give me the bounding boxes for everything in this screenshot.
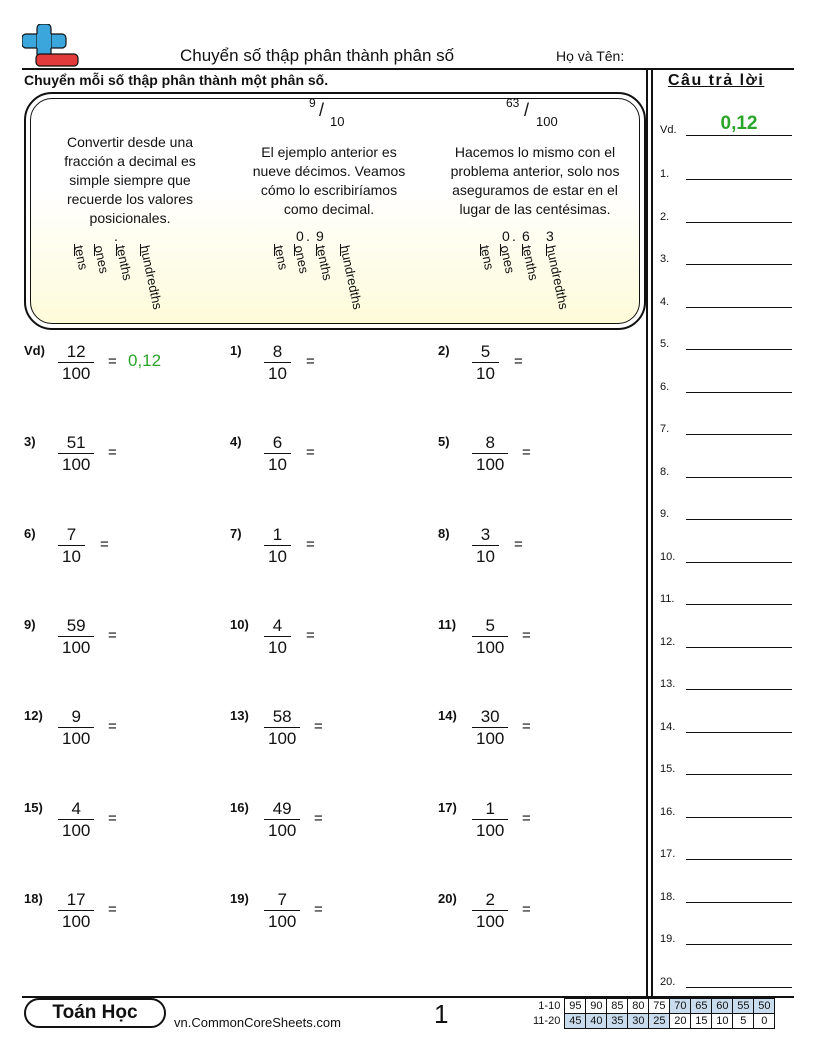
fraction-denominator: 100 (472, 636, 508, 659)
answer-label: 3. (660, 253, 670, 265)
equals-sign: = (314, 718, 323, 736)
fraction-numerator: 59 (66, 615, 86, 635)
score-cell: 65 (691, 999, 712, 1014)
answer-line[interactable] (686, 349, 792, 350)
problem (230, 706, 430, 756)
answer-label: 17. (660, 848, 676, 860)
problem-number: 7) (230, 525, 242, 541)
score-cell: 0 (754, 1014, 775, 1029)
problem (438, 432, 638, 482)
fraction-denominator: 10 (264, 545, 291, 568)
answer-label: 16. (660, 805, 676, 818)
score-cell: 95 (565, 999, 586, 1014)
fraction (264, 889, 300, 933)
answer-line[interactable] (686, 817, 792, 818)
answer-label: 6. (660, 380, 670, 393)
answer-example-value: 0,12 (720, 113, 758, 134)
fraction-denominator: 100 (472, 819, 508, 842)
problem (438, 341, 638, 391)
place-value-label: hundredths (543, 244, 572, 311)
answer-line[interactable] (686, 562, 792, 563)
problem-number: 10) (230, 616, 249, 632)
problem (230, 432, 430, 482)
problem-number: 2) (438, 343, 450, 358)
score-cell: 50 (754, 999, 775, 1014)
problem (24, 706, 224, 756)
answer-row (660, 798, 794, 820)
equals-sign: = (108, 444, 117, 462)
problem-number: 18) (24, 890, 43, 906)
score-table (530, 998, 775, 1029)
answer-key-title: Câu trả lời (668, 72, 765, 89)
equals-sign: = (522, 626, 531, 644)
instructions: Chuyển mỗi số thập phân thành một phân số. (24, 72, 329, 88)
answer-row (660, 373, 794, 395)
answer-line[interactable] (686, 392, 792, 393)
answer-row (660, 840, 794, 862)
equals-sign: = (306, 626, 315, 644)
problem-number: 14) (438, 708, 457, 724)
problem (24, 341, 224, 391)
place-value-label: ones (497, 244, 518, 275)
problem (230, 341, 430, 391)
score-cell: 45 (565, 1014, 586, 1029)
problem-number: 13) (230, 708, 249, 724)
explanation-text-3 (430, 143, 640, 219)
equals-sign: = (100, 535, 109, 553)
place-value-digit: 0 (502, 228, 510, 244)
answer-row (660, 968, 794, 990)
fraction-numerator: 2 (485, 889, 495, 909)
answer-line (686, 135, 792, 136)
answer-row (660, 330, 794, 352)
fraction (472, 798, 508, 842)
fraction (264, 341, 291, 385)
fraction-denominator: 100 (264, 819, 300, 842)
fraction-numerator: 3 (480, 524, 491, 544)
answer-label: 20. (660, 975, 676, 988)
equals-sign: = (522, 444, 531, 462)
answer-label: 9. (660, 508, 670, 520)
explanation-line: como decimal. (283, 201, 375, 217)
problem (438, 524, 638, 574)
fraction-numerator: 8 (272, 342, 283, 361)
fraction-denominator: 10 (330, 114, 345, 129)
equals-sign: = (522, 809, 531, 827)
answer-row (660, 628, 794, 650)
fraction-slash: / (524, 100, 530, 120)
fraction (264, 706, 300, 750)
fraction (264, 798, 300, 842)
problem (230, 524, 430, 574)
score-cell: 5 (733, 1014, 754, 1029)
score-cell: 60 (712, 999, 733, 1014)
answer-label: 2. (660, 210, 670, 223)
score-cell: 35 (607, 1014, 628, 1029)
place-value-label: tens (71, 244, 92, 272)
answer-label: Vd. (660, 124, 677, 136)
score-cell: 40 (586, 1014, 607, 1029)
answer-row (660, 415, 794, 437)
problem (230, 889, 430, 939)
fraction-denominator: 100 (472, 453, 508, 476)
column-divider (651, 68, 653, 996)
score-cell: 90 (586, 999, 607, 1014)
equals-sign: = (108, 353, 117, 370)
fraction-numerator: 30 (480, 707, 500, 727)
fraction-numerator: 7 (66, 524, 77, 544)
place-value-label: ones (91, 244, 112, 275)
fraction (58, 524, 85, 568)
fraction (58, 615, 94, 659)
explanation-text-1 (40, 133, 220, 228)
problem-number: 5) (438, 434, 450, 450)
answer-line[interactable] (686, 179, 792, 180)
equals-sign: = (314, 900, 323, 918)
fraction (472, 432, 508, 476)
fraction-denominator: 100 (58, 453, 94, 476)
score-row (530, 999, 775, 1014)
answer-row (660, 543, 794, 565)
problem (438, 615, 638, 665)
fraction (58, 706, 94, 750)
problem-number: 9) (24, 616, 36, 632)
explanation-line: Convertir desde una (66, 134, 194, 150)
fraction-denominator: 10 (264, 453, 291, 476)
problem (230, 798, 430, 848)
answer-line[interactable] (686, 264, 792, 265)
answer-row (660, 458, 794, 480)
problem-number: 17) (438, 799, 457, 815)
fraction-denominator: 10 (472, 545, 499, 568)
fraction (472, 889, 508, 933)
problem-number: 1) (230, 343, 242, 358)
fraction-denominator: 100 (472, 727, 508, 750)
answer-line[interactable] (686, 519, 792, 520)
plus-minus-logo-icon (22, 24, 80, 68)
equals-sign: = (514, 535, 523, 553)
answer-line[interactable] (686, 859, 792, 860)
answer-row (660, 203, 794, 225)
explanation-line: lugar de las centésimas. (459, 201, 611, 217)
equals-sign: = (108, 718, 117, 736)
answer-label: 13. (660, 678, 676, 690)
place-value-label: tenths (313, 244, 336, 282)
fraction-numerator: 12 (66, 342, 86, 361)
answer-label: 5. (660, 338, 670, 350)
decimal-point: . (114, 228, 118, 244)
fraction-denominator: 100 (58, 636, 94, 659)
fraction-denominator: 10 (472, 362, 499, 385)
equals-sign: = (108, 900, 117, 918)
answer-label: 19. (660, 933, 676, 945)
answer-label: 15. (660, 763, 676, 775)
score-row (530, 1014, 775, 1029)
explanation-line: nueve décimos. Veamos (252, 163, 406, 179)
fraction-denominator: 100 (58, 910, 94, 933)
problem-number: 19) (230, 890, 249, 906)
answer-line[interactable] (686, 477, 792, 478)
answer-row (660, 160, 794, 182)
fraction-numerator: 63 (506, 96, 520, 110)
problem-number: 16) (230, 799, 249, 815)
fraction-denominator: 100 (472, 910, 508, 933)
equals-sign: = (522, 718, 531, 736)
place-value-digit: . (306, 228, 310, 244)
problem-number: 6) (24, 525, 36, 541)
answer-label: 18. (660, 890, 676, 903)
equals-sign: = (306, 444, 315, 462)
problem-number: 12) (24, 708, 43, 724)
place-value-digit: 9 (316, 228, 324, 244)
equals-sign: = (522, 900, 531, 918)
fraction-numerator: 9 (71, 707, 81, 727)
page-title: Chuyển số thập phân thành phân số (180, 46, 455, 65)
explanation-line: Hacemos lo mismo con el (454, 144, 616, 160)
answer-row (660, 670, 794, 692)
equals-sign: = (514, 353, 523, 370)
problem (24, 615, 224, 665)
answer-line[interactable] (686, 774, 792, 775)
place-value-label: hundredths (137, 244, 166, 311)
score-cell: 10 (712, 1014, 733, 1029)
explanation-line: posicionales. (89, 210, 171, 226)
answer-label: 7. (660, 423, 670, 435)
answer-row (660, 288, 794, 310)
explanation-line: simple siempre que (69, 172, 191, 188)
place-value-label: tens (477, 244, 498, 272)
equals-sign: = (306, 353, 315, 370)
fraction-numerator: 7 (277, 889, 287, 909)
fraction-denominator: 100 (58, 362, 94, 385)
explanation-text-2 (234, 143, 424, 219)
answer-row (660, 755, 794, 777)
fraction-numerator: 49 (272, 798, 292, 818)
name-label: Họ và Tên: (556, 48, 625, 64)
answer-label: 1. (660, 168, 670, 180)
place-value-label: tens (271, 244, 292, 272)
problem (24, 432, 224, 482)
problem-number: 15) (24, 799, 43, 815)
score-cell: 80 (628, 999, 649, 1014)
fraction-numerator: 4 (272, 615, 283, 635)
explanation-line: aseguramos de estar en el (452, 182, 618, 198)
answer-line[interactable] (686, 307, 792, 308)
fraction-numerator: 58 (272, 707, 292, 727)
fraction-numerator: 17 (66, 889, 86, 909)
answer-line[interactable] (686, 732, 792, 733)
fraction-denominator: 100 (264, 910, 300, 933)
equals-sign: = (108, 626, 117, 644)
page-number: 1 (434, 999, 449, 1029)
score-cell: 25 (649, 1014, 670, 1029)
fraction-numerator: 5 (485, 615, 495, 635)
equals-sign: = (314, 809, 323, 827)
brand-badge: Toán Học (24, 998, 166, 1028)
fraction (264, 524, 291, 568)
answer-line[interactable] (686, 604, 792, 605)
score-cell: 55 (733, 999, 754, 1014)
column-divider (646, 68, 648, 996)
place-value-label: ones (291, 244, 312, 275)
place-value-digit: . (512, 228, 516, 244)
equals-sign: = (306, 535, 315, 553)
fraction-denominator: 10 (264, 636, 291, 659)
explanation-line: recuerde los valores (66, 191, 194, 207)
answer-row (660, 245, 794, 267)
place-value-digit: 0 (296, 228, 304, 244)
fraction-numerator: 51 (66, 433, 86, 453)
place-value-digit: 3 (546, 228, 554, 244)
score-cell: 15 (691, 1014, 712, 1029)
answer-label: 10. (660, 550, 676, 563)
answer-label: 4. (660, 295, 670, 308)
fraction-numerator: 5 (480, 342, 491, 361)
fraction-numerator: 9 (309, 96, 316, 110)
problem (230, 615, 430, 665)
answer-row (660, 883, 794, 905)
answer-line[interactable] (686, 944, 792, 945)
fraction-denominator: 10 (264, 362, 291, 385)
score-cell: 85 (607, 999, 628, 1014)
answer-line[interactable] (686, 647, 792, 648)
place-value-label: tenths (519, 244, 542, 282)
problem-number: 20) (438, 890, 457, 906)
fraction (58, 798, 94, 842)
answer-label: 8. (660, 465, 670, 478)
answer-line[interactable] (686, 987, 792, 988)
place-value-digit: 6 (522, 228, 530, 244)
explanation-line: fracción a decimal es (64, 153, 196, 169)
fraction-slash: / (319, 100, 325, 120)
score-range-label: 11-20 (533, 1015, 561, 1027)
fraction (472, 615, 508, 659)
fraction-denominator: 100 (536, 114, 558, 129)
fraction (58, 341, 94, 385)
place-value-label: tenths (113, 244, 136, 282)
answer-line[interactable] (686, 689, 792, 690)
problem-number: 8) (438, 525, 450, 541)
answer-label: 14. (660, 720, 676, 733)
problem-number: 3) (24, 434, 36, 450)
answer-example-row (660, 113, 794, 138)
score-range-label: 1-10 (538, 1000, 561, 1012)
problem-number: Vd) (24, 343, 45, 358)
fraction-denominator: 100 (58, 819, 94, 842)
header-divider (22, 68, 794, 70)
place-value-label: hundredths (337, 244, 366, 311)
fraction-numerator: 4 (71, 798, 81, 818)
fraction-numerator: 1 (485, 798, 495, 818)
answer-line[interactable] (686, 434, 792, 435)
problem-number: 11) (438, 616, 457, 632)
answer-line[interactable] (686, 902, 792, 903)
problem (438, 889, 638, 939)
answer-row (660, 713, 794, 735)
problem (24, 889, 224, 939)
fraction (472, 341, 499, 385)
answer-label: 12. (660, 635, 676, 648)
answer-line[interactable] (686, 222, 792, 223)
answer-row (660, 585, 794, 607)
score-cell: 30 (628, 1014, 649, 1029)
problem-number: 4) (230, 434, 242, 450)
fraction-numerator: 6 (272, 433, 283, 453)
answer-row (660, 925, 794, 947)
fraction (264, 432, 291, 476)
fraction-denominator: 10 (58, 545, 85, 568)
fraction (264, 615, 291, 659)
equals-sign: = (108, 809, 117, 827)
site-url: vn.CommonCoreSheets.com (174, 1015, 341, 1030)
fraction-numerator: 1 (272, 524, 283, 544)
fraction (58, 889, 94, 933)
problem (24, 524, 224, 574)
score-cell: 20 (670, 1014, 691, 1029)
fraction (58, 432, 94, 476)
explanation-line: El ejemplo anterior es (261, 144, 397, 160)
answer-label: 11. (660, 593, 675, 605)
answer-value: 0,12 (128, 351, 162, 370)
fraction (472, 524, 499, 568)
fraction-denominator: 100 (264, 727, 300, 750)
answer-row (660, 500, 794, 522)
fraction-denominator: 100 (58, 727, 94, 750)
explanation-line: problema anterior, solo nos (450, 163, 620, 179)
score-cell: 70 (670, 999, 691, 1014)
fraction (472, 706, 508, 750)
explanation-line: cómo lo escribiríamos (260, 182, 398, 198)
problem (24, 798, 224, 848)
problem (438, 706, 638, 756)
fraction-numerator: 8 (485, 433, 495, 453)
score-cell: 75 (649, 999, 670, 1014)
problem (438, 798, 638, 848)
